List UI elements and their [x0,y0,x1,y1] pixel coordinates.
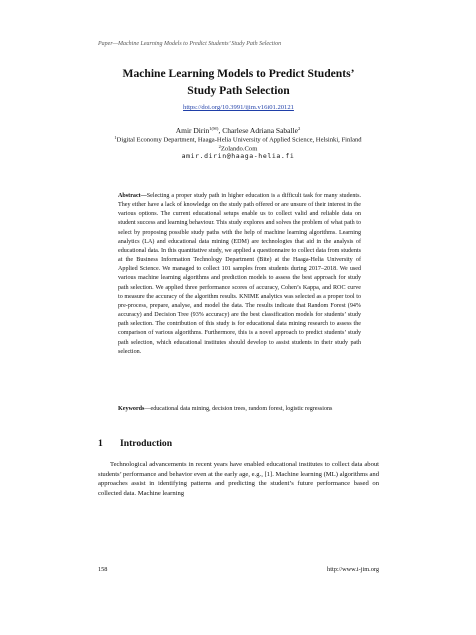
section-number: 1 [98,438,103,449]
abstract [118,192,361,357]
doi-link[interactable]: https://doi.org/10.3991/ijim.v16i01.20121 [183,104,294,111]
author-affiliation-mark: 2 [298,126,301,131]
paper-title [60,65,417,99]
title-line-2: Study Path Selection [187,84,290,97]
affiliation-mark: 1 [114,135,117,140]
journal-website[interactable]: http://www.i-jim.org [327,566,379,573]
author-email[interactable]: amir.dirin@haaga-helia.fi [181,152,295,160]
section-paragraph: Technological advancements in recent years have enabled educational institutes to collect data about students’ performance and behavior even at the early age, e.g., [1]. Machine learning (ML) algorithms and approaches assist in identifying patterns and predicting the student’s future performance based on collected data. Machine learning [98,461,379,497]
keywords-text: —educational data mining, decision trees, random forest, logistic regressions [144,406,333,412]
page-number: 158 [98,566,108,573]
affiliation-mark: 2 [218,144,221,149]
affiliation-text: Digital Economy Department, Haaga-Helia University of Applied Science, Helsinki, Finland [116,136,362,144]
abstract-label: Abstract— [118,193,147,199]
running-header: Paper—Machine Learning Models to Predict Students’ Study Path Selection [98,41,282,47]
title-line-1: Machine Learning Models to Predict Students’ [122,67,355,80]
author-affiliation-mark: 1(✉) [209,126,219,131]
keywords-label: Keywords [118,406,145,412]
abstract-text: Selecting a proper study path in higher education is a difficult task for many students. They either have a lack of knowledge on the study path offered or are unsure of their interest in the various options. The current educational setups enable us to collect valid and reliable data on student success and learning behaviour. This study explores and solves the problem of what path to select by proposing possible study paths with the help of machine learning algorithms. Learning analytics (LA) and educational data mining (EDM) are technologies that aid in the analysis of educational data. In this quantitative study, we applied a questionnaire to collect data from students at the Business Information Technology Department (Bite) at the Haaga-Helia University of Applied Science. We managed to collect 101 samples from students during 2017–2018. We used various machine learning algorithms and prediction models to assess the best approach for study path selection. We applied three performance scores of accuracy, Cohen’s Kappa, and ROC curve to measure the accuracy of the algorithm results. KNIME analytics was selected as a proper tool to pre-process, prepare, analyse, and model the data. The results indicate that Random Forest (94% accuracy) and Decision Tree (93% accuracy) are the best classification models for students’ study path selection. The contribution of this study is for educational data mining research to assess the comparison of various algorithms. Furthermore, this is a novel approach to predict students’ study path selection, which educational institutes should develop to assist students in their study path selection. [118,193,361,355]
affiliation-text: Zolando.Com [220,145,258,153]
section-heading: Introduction [120,438,173,449]
author-name: Amir Dirin [175,126,210,135]
author-name: Charlese Adriana Saballe [222,126,299,135]
keywords [118,405,361,414]
author-separator: , [218,126,223,135]
